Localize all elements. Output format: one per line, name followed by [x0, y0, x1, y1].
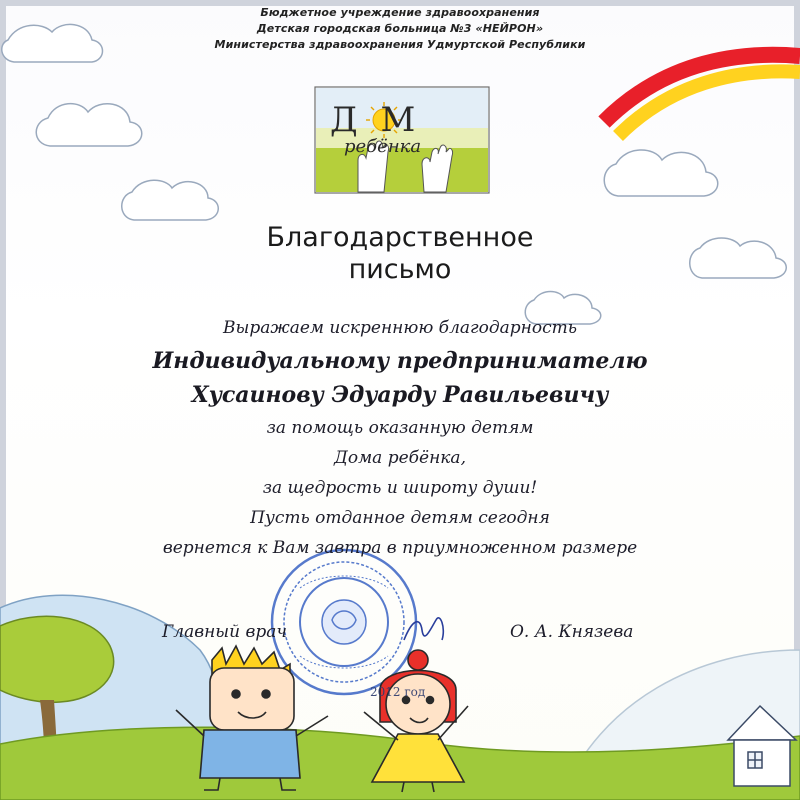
text-line-2: Дома ребёнка, [334, 448, 466, 468]
signer-name: О. А. Князева [510, 622, 634, 642]
cloud-icon [122, 180, 219, 220]
girl-icon [364, 650, 468, 792]
dom-rebenka-logo [314, 86, 490, 194]
cloud-icon [604, 150, 718, 196]
logo-word-big: Д М [330, 100, 422, 140]
letter-title-line-2: письмо [348, 254, 452, 285]
signer-position: Главный врач [162, 622, 287, 642]
header-line-1: Бюджетное учреждение здравоохранения [260, 6, 540, 19]
year-label: 2012 год [370, 685, 426, 699]
recipient-line-1: Индивидуальному предпринимателю [152, 348, 648, 374]
text-line-1: за помощь оказанную детям [266, 418, 534, 438]
cloud-icon [36, 104, 142, 146]
letter-title-line-1: Благодарственное [266, 222, 534, 253]
header-line-3: Министерства здравоохранения Удмуртской Республики [214, 38, 586, 51]
intro-line: Выражаем искреннюю благодарность [223, 318, 577, 338]
rainbow-icon [604, 55, 800, 136]
header-line-2: Детская городская больница №3 «НЕЙРОН» [256, 22, 544, 35]
stamp-icon [272, 550, 416, 694]
signature-scribble [404, 618, 443, 640]
text-line-4: Пусть отданное детям сегодня [250, 508, 550, 528]
text-line-5: вернется к Вам завтра в приумноженном размере [162, 538, 638, 558]
text-line-3: за щедрость и широту души! [262, 478, 538, 498]
logo-word-small: ребёнка [344, 136, 422, 157]
recipient-line-2: Хусаинову Эдуарду Равильевичу [191, 382, 609, 408]
